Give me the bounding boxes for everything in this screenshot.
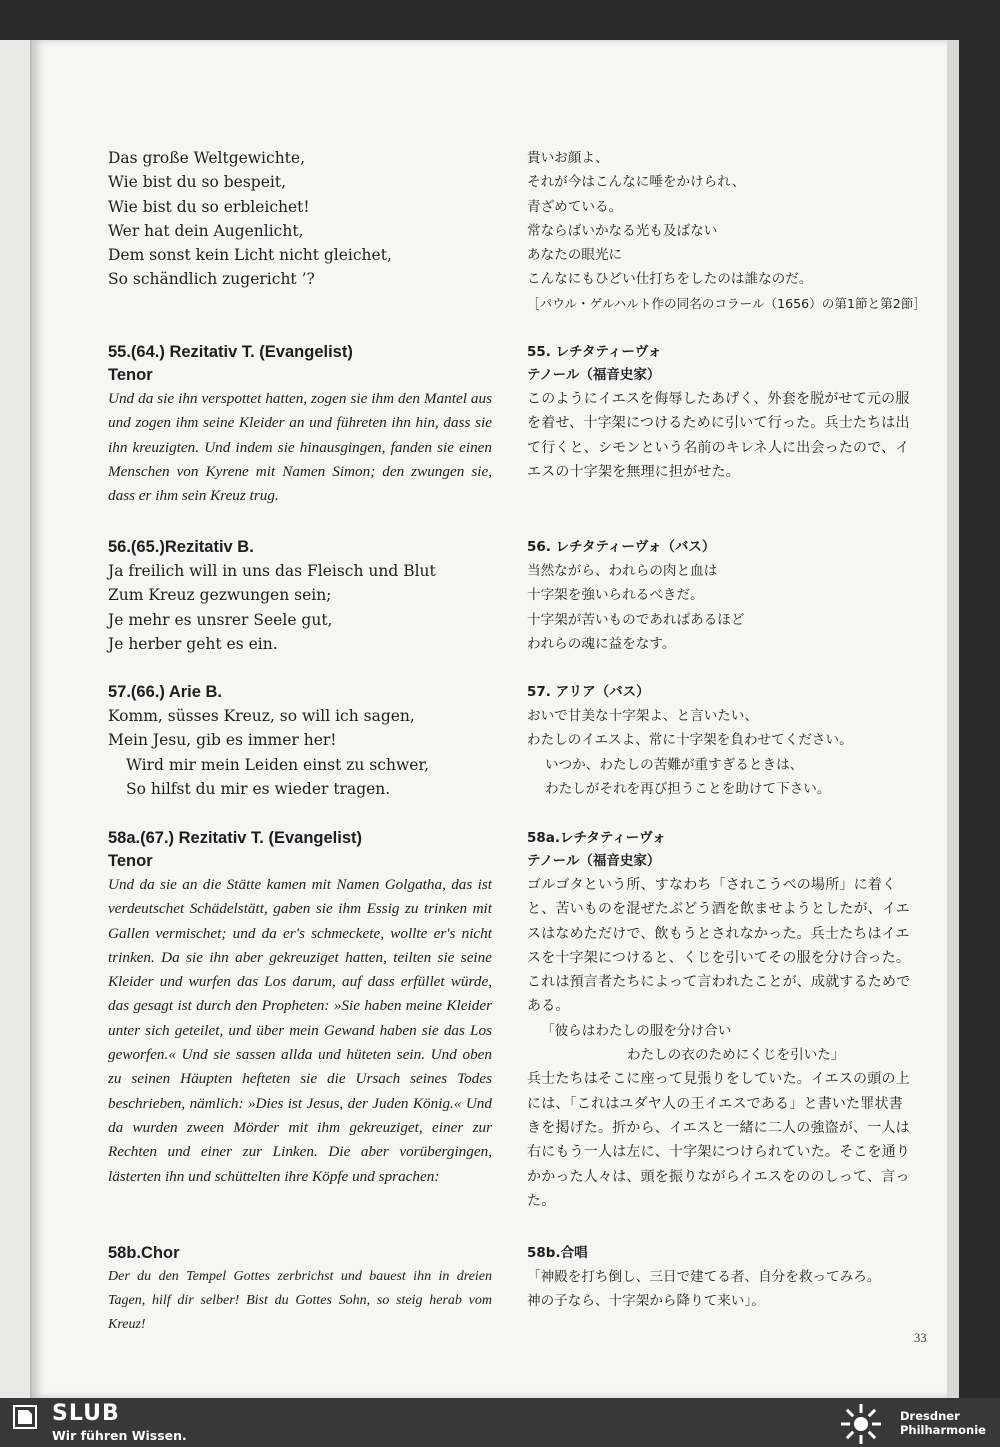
verse-line: Mein Jesu, gib es immer her! [108,731,337,750]
section-56-german [108,536,492,656]
section-heading: 57. アリア（バス） [527,684,650,700]
poem-ja-line: あなたの眼光に [527,247,623,264]
section-heading: 58b.Chor [108,1244,180,1262]
verse-line: Je herber geht es ein. [108,634,278,653]
poem-ja-line: 貴いお顔よ、 [527,150,609,166]
previous-page-edge [0,40,32,1398]
verse-line: Zum Kreuz gezwungen sein; [108,586,332,605]
section-text: Und da sie an die Stätte kamen mit Namen Golgatha, das ist verdeutschet Schädelstätt, gaben sie ihm Essig zu trinken mit Gallen vermischet; und da er's schmeckete, wollte er's nicht trinken. Da sie ihn aber gekreuziget hatten, teilten sie seine Kleider und wurfen das Los darum, auf dass erfüllet würde, das gesagt ist durch den Propheten: »Sie haben meine Kleider unter sich geteilet, und über mein Gewand haben sie das Los geworfen.« Und sie sassen allda und hüteten sein. Und oben zu seinen Häupten hefteten sie die Ursach seines Todes beschrieben, nämlich: »Dies ist Jesus, der Juden König.« Und da wurden zween Mörder mit ihm gekreuziget, einer zur Rechten und einer zur Linken. Die aber vorübergingen, lästerten ihn und schüttelten ihre Köpfe und sprachen: [108,876,492,1185]
poem-de-line: Wie bist du so erbleichet! [108,197,310,216]
section-voice: Tenor [108,366,153,384]
section-58a-japanese [527,827,912,1213]
footer-bar [0,1398,1000,1447]
section-heading: 58b.合唱 [527,1245,588,1261]
verse-line: 当然ながら、われらの肉と血は [527,563,718,579]
verse-line: 十字架が苦いものであればあるほど [527,611,745,628]
section-heading: 58a.レチタティーヴォ [527,830,666,846]
partner-name [900,1409,986,1437]
dresdner-philharmonie-logo-icon [838,1401,884,1447]
section-55-german [108,341,492,508]
verse-line: Je mehr es unsrer Seele gut, [108,610,333,629]
page-number: 33 [914,1331,927,1345]
poem-de-line: Wer hat dein Augenlicht, [108,221,304,240]
poem-de-line: So schändlich zugericht ’? [108,270,315,289]
verse-line: Ja freilich will in uns das Fleisch und Blut [108,562,436,580]
section-58a-german [108,827,492,1189]
verse-line: 「神殿を打ち倒し、三日で建てる者、自分を救ってみろ。 [527,1269,881,1285]
verse-line: わたしがそれを再び担うことを助けて下さい。 [545,780,831,797]
verse-line: 十字架を強いられるべきだ。 [527,587,704,604]
page-edge [947,40,959,1398]
section-heading: 56.(65.)Rezitativ B. [108,538,254,556]
poem-japanese [527,146,926,316]
verse-line: わたしのイエスよ、常に十字架を負わせてください。 [527,732,853,749]
section-57-german [108,681,492,801]
section-heading: 55. レチタティーヴォ [527,344,662,360]
section-voice: テノール（福音史家） [527,367,661,383]
section-heading: 58a.(67.) Rezitativ T. (Evangelist) [108,829,363,847]
section-voice: テノール（福音史家） [527,853,661,869]
verse-line: われらの魂に益をなす。 [527,635,676,652]
section-heading: 57.(66.) Arie B. [108,683,223,701]
poem-german [108,146,492,292]
verse-line: So hilfst du mir es wieder tragen. [126,779,391,798]
section-heading: 55.(64.) Rezitativ T. (Evangelist) [108,343,353,361]
slub-tagline: Wir führen Wissen. [52,1428,187,1443]
section-heading: 56. レチタティーヴォ（バス） [527,539,716,555]
partner-name-line: Dresdner [900,1409,960,1423]
quote-line: わたしの衣のためにくじを引いた」 [627,1047,845,1064]
section-text: ゴルゴタという所、すなわち「されこうべの場所」に着くと、苦いものを混ぜたぶどう酒を飲ませようとしたが、イエスはなめただけで、飲もうとされなかった。兵士たちはイエスを十字架につけると、くじを引いてその服を分け合った。これは預言者たちによって言われたことが、成就するためである。 [527,877,911,1015]
poem-ja-line: それが今はこんなに唾をかけられ、 [527,174,746,191]
verse-line: Komm, süsses Kreuz, so will ich sagen, [108,707,415,725]
verse-line: Wird mir mein Leiden einst zu schwer, [126,755,430,774]
quote-line: 「彼らはわたしの服を分け合い [541,1022,732,1039]
poem-de-line: Dem sonst kein Licht nicht gleichet, [108,246,392,265]
partner-name-line: Philharmonie [900,1423,986,1437]
section-text: Der du den Tempel Gottes zerbrichst und bauest ihn in dreien Tagen, hilf dir selber! Bist du Gottes Sohn, so steig herab vom Kreuz! [108,1269,492,1332]
verse-line: 神の子なら、十字架から降りて来い」。 [527,1293,765,1310]
section-text: このようにイエスを侮辱したあげく、外套を脱がせて元の服を着せ、十字架につけるために引いて行った。兵士たちは出て行くと、シモンという名前のキレネ人に出会ったので、イエスの十字架を無理に担がせた。 [527,391,910,480]
poem-ja-note: ［パウル・ゲルハルト作の同名のコラール（1656）の第1節と第2節］ [527,295,926,311]
poem-ja-line: 常ならばいかなる光も及ばない [527,222,718,239]
verse-line: おいで甘美な十字架よ、と言いたい、 [527,708,759,724]
section-56-japanese [527,536,912,656]
section-55-japanese [527,341,912,484]
poem-de-line: Wie bist du so bespeit, [108,173,287,192]
section-voice: Tenor [108,852,153,870]
section-57-japanese [527,681,912,801]
verse-line: いつか、わたしの苦難が重すぎるときは、 [545,756,804,773]
poem-ja-line: こんなにもひどい仕打ちをしたのは誰なのだ。 [527,271,813,288]
section-58b-japanese [527,1242,912,1314]
poem-de-line: Das große Weltgewichte, [108,149,306,167]
section-58b-german [108,1242,492,1337]
slub-logo-icon [12,1404,38,1430]
section-text: Und da sie ihn verspottet hatten, zogen sie ihm den Mantel aus und zogen ihm seine Kleider an und führeten ihn hin, dass sie ihn kreuzigten. Und indem sie hinausgingen, fanden sie einen Menschen von Kyrene mit Namen Simon; den zwungen sie, dass er ihm sein Kreuz trug. [108,390,492,505]
poem-ja-line: 青ざめている。 [527,198,623,215]
section-text: 兵士たちはそこに座って見張りをしていた。イエスの頭の上には、「これはユダヤ人の王イエスである」と書いた罪状書きを掲げた。折から、イエスと一緒に二人の強盗が、一人は右にもう一人は左に、十字架につけられていた。そこを通りかかった人々は、頭を振りながらイエスをののしって、言った。 [527,1071,911,1209]
slub-name: SLUB [52,1401,120,1426]
